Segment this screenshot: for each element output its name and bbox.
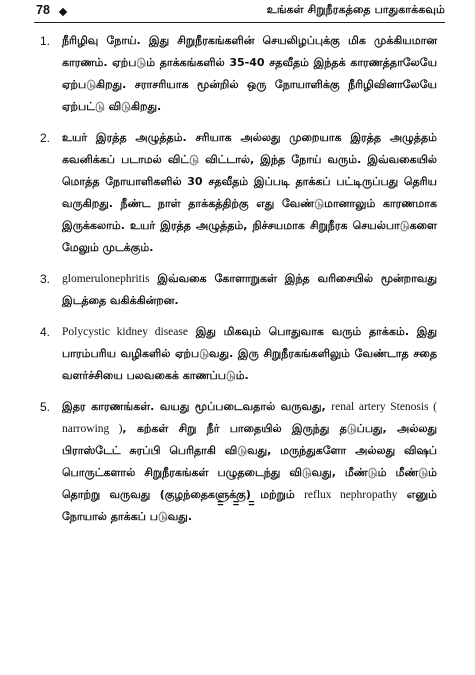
item-text: நீரிழிவு நோய். இது சிறுநீரகங்களின் செயலிழப்புக்கு மிக முக்கியமான காரணம். ஏற்படும் தாக்கங்களில் 35-40 சதவீதம் இந்தக் காரணத்தாலேயே ஏற்படுகிறது. சராசரியாக மூன்றில் ஒரு நோயாளிக்கு நீரிழிவினாலேயே ஏற்பட்டு விடுகிறது. bbox=[62, 34, 437, 113]
item-number: 3. bbox=[40, 272, 51, 286]
item-text: இது மிகவும் பொதுவாக வரும் தாக்கம். இது பாரம்பரிய வழிகளில் ஏற்படுவது. இரு சிறுநீரகங்களிலும் வேண்டாத சதை வளர்ச்சியை பலவகைக் காணப்படும். bbox=[62, 325, 437, 382]
numbered-list bbox=[40, 30, 437, 537]
item-number: 2. bbox=[40, 131, 51, 145]
item-number: 4. bbox=[40, 325, 51, 339]
header-divider bbox=[34, 22, 445, 23]
running-title: உங்கள் சிறுநீரகத்தை பாதுகாக்கவும் bbox=[266, 3, 445, 16]
item-english-term: glomerulonephritis bbox=[62, 273, 150, 285]
section-end-marks: = = = bbox=[217, 498, 258, 510]
list-item-1 bbox=[40, 30, 437, 118]
diamond-icon bbox=[59, 8, 67, 16]
item-text: இதர காரணங்கள். வயது மூப்படைவதால் வருவது, bbox=[62, 400, 332, 413]
list-item-3 bbox=[40, 268, 437, 312]
item-english-term: Polycystic kidney disease bbox=[62, 326, 188, 338]
item-text: இவ்வகை கோளாறுகள் இந்த வரிசையில் மூன்றாவது இடத்தை வகிக்கின்றன. bbox=[62, 272, 437, 307]
item-number: 5. bbox=[40, 400, 51, 414]
item-english-term: renal artery Stenosis ( narrowing ) bbox=[62, 401, 438, 435]
item-text: உயர் இரத்த அழுத்தம். சரியாக அல்லது முறையாக இரத்த அழுத்தம் கவனிக்கப் படாமல் விட்டு விட்டால், இந்த நோய் வரும். இவ்வகையில் மொத்த நோயாளிகளில் 30 சதவீதம் இப்படி தாக்கப் பட்டிருப்பது தெரிய வருகிறது. நீண்ட நாள் தாக்கத்திற்கு எது வேண்டுமானாலும் காரணமாக இருக்கலாம். உயர் இரத்த அழுத்தம், நிச்சயமாக சிறுநீரக செயல்பாடுகளை மேலும் முடக்கும். bbox=[62, 131, 437, 254]
item-text: எனும் நோயால் தாக்கப் படுவது. bbox=[62, 488, 438, 523]
list-item-2 bbox=[40, 127, 437, 259]
list-item-4 bbox=[40, 321, 437, 387]
item-number: 1. bbox=[40, 34, 51, 48]
page-number: 78 bbox=[36, 3, 50, 17]
page-header bbox=[0, 0, 475, 22]
item-text: , கற்கள் சிறு நீர் பாதையில் இருந்து தடுப்பது, அல்லது பிராஸ்டேட் சுரப்பி பெரிதாகி விடுவது, மருந்துகளோ அல்லது விஷப் பொருட்களால் சிறுநீரகங்கள் பழுதடைந்து விடுவது, மீண்டும் மீண்டும் தொற்று வருவது (குழந்தைகளுக்கு) மற்றும் bbox=[62, 422, 438, 501]
item-english-term: reflux nephropathy bbox=[304, 489, 398, 501]
